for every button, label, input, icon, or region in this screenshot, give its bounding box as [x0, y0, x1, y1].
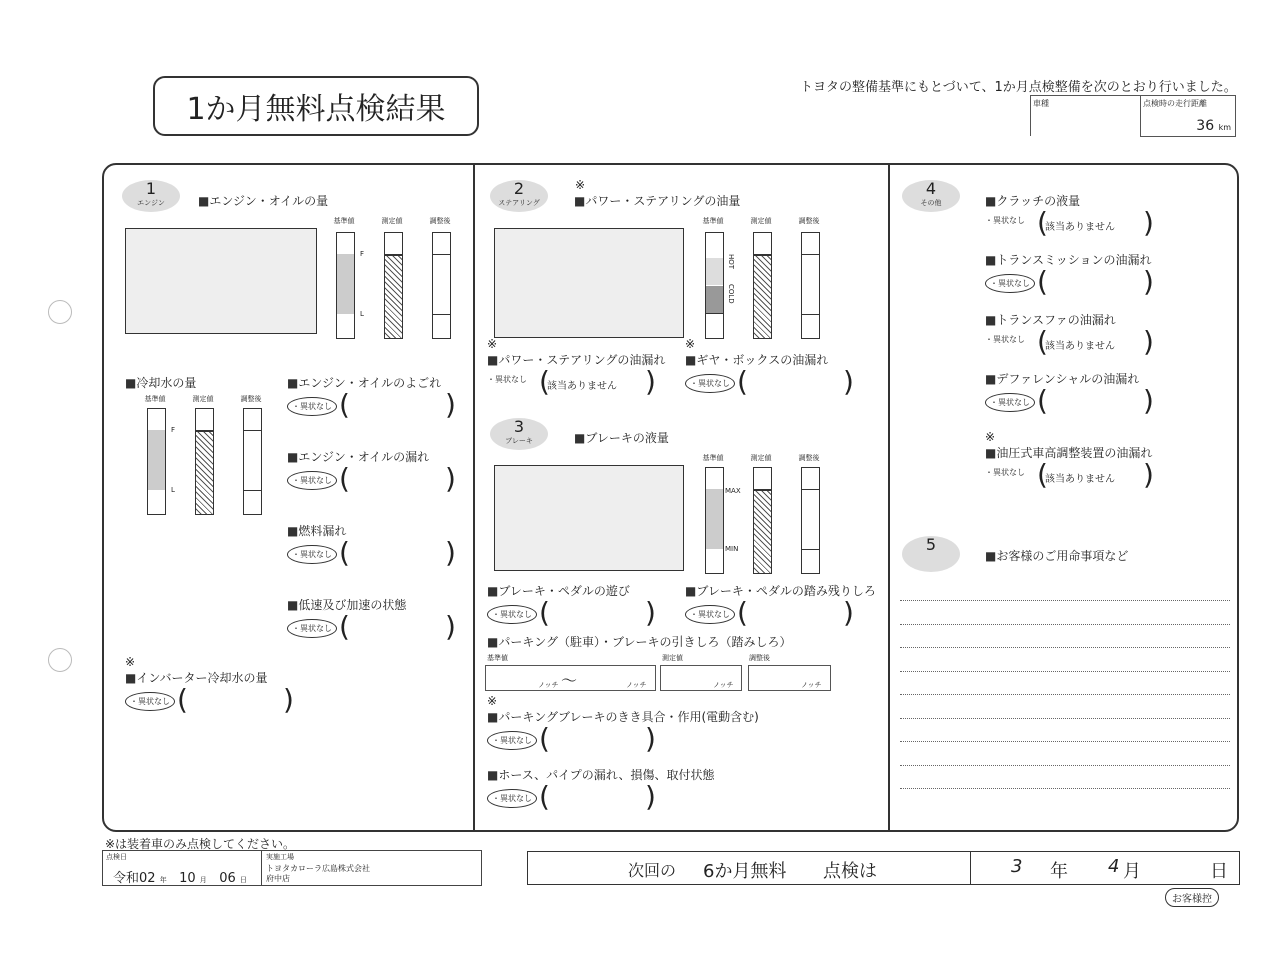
ok-option[interactable]: ・異状なし [985, 216, 1025, 225]
next-inspection-box: 次回の 6か月無料 点検は 3 年 4 月 日 [527, 851, 1240, 885]
close-paren: ) [1143, 458, 1154, 491]
mileage-unit: km [1218, 123, 1231, 132]
close-paren: ) [1143, 206, 1154, 239]
parking-brake-travel-heading: ■ パーキング（駐車）・ブレーキの引きしろ（踏みしろ） [487, 633, 792, 650]
page-title: 1か月無料点検結果 [153, 76, 479, 136]
check-item-label: ■ デファレンシャルの油漏れ [985, 370, 1139, 387]
close-paren: ) [843, 596, 854, 629]
check-item-label: ■ パワー・ステアリングの油漏れ [487, 351, 665, 368]
mileage-cell [1140, 95, 1236, 137]
close-paren: ) [645, 722, 656, 755]
standard-gauge [336, 232, 355, 339]
open-paren: ( [737, 365, 748, 398]
intro-text: トヨタの整備基準にもとづいて、1か月点検整備を次のとおり行いました。 [800, 80, 1237, 95]
section-2-badge: 2 ステアリング [490, 180, 548, 212]
check-item-label: ■ パーキングブレーキのきき具合・作用(電動含む) [487, 708, 759, 725]
ok-circled[interactable]: ・異状なし [287, 545, 337, 564]
check-result-value[interactable]: 該当ありません [1045, 341, 1115, 352]
low-mark: L [360, 310, 364, 318]
close-paren: ) [1143, 384, 1154, 417]
measured-gauge[interactable] [195, 408, 214, 515]
measured-gauge[interactable] [753, 232, 772, 339]
standard-gauge [147, 408, 166, 515]
divider [473, 165, 475, 830]
ok-option[interactable]: ・異状なし [985, 468, 1025, 477]
open-paren: ( [1037, 206, 1048, 239]
next-inspection-name: 6か月無料 [703, 861, 787, 882]
ok-circled[interactable]: ・異状なし [985, 393, 1035, 412]
check-item-label: ■ トランスファの油漏れ [985, 311, 1116, 328]
divider [888, 165, 890, 830]
ok-option[interactable]: ・異状なし [985, 335, 1025, 344]
open-paren: ( [539, 365, 550, 398]
measured-label: 測定値 [662, 654, 683, 662]
request-line[interactable] [900, 624, 1230, 625]
close-paren: ) [843, 365, 854, 398]
close-paren: ) [645, 780, 656, 813]
close-paren: ) [445, 610, 456, 643]
open-paren: ( [539, 722, 550, 755]
check-item-label: ■ ギヤ・ボックスの油漏れ [685, 351, 828, 368]
close-paren: ) [1143, 325, 1154, 358]
adjusted-label: 調整後 [240, 395, 262, 403]
close-paren: ) [1143, 265, 1154, 298]
low-mark: L [171, 486, 175, 494]
standard-label: 基準値 [702, 454, 724, 462]
next-year[interactable]: 3 [1011, 856, 1023, 877]
close-paren: ) [445, 462, 456, 495]
customer-requests-heading: ■ お客様のご用命事項など [985, 547, 1128, 564]
engine-oil-heading: ■ エンジン・オイルの量 [198, 192, 328, 209]
min-mark: MIN [725, 545, 739, 553]
adjusted-gauge[interactable] [801, 232, 820, 339]
close-paren: ) [445, 536, 456, 569]
check-item-label: ■ 低速及び加速の状態 [287, 596, 406, 613]
request-line[interactable] [900, 600, 1230, 601]
close-paren: ) [445, 388, 456, 421]
standard-label: 基準値 [702, 217, 724, 225]
parking-measured-field[interactable]: ノッチ [660, 665, 742, 691]
adjusted-label: 調整後 [798, 454, 820, 462]
check-result-value[interactable]: 該当ありません [1045, 222, 1115, 233]
section-5-badge: 5 [902, 536, 960, 572]
check-item-label: ■ インバーター冷却水の量 [125, 669, 268, 686]
next-suffix: 点検は [823, 861, 877, 882]
date-label: 点検日 [106, 853, 127, 861]
open-paren: ( [1037, 265, 1048, 298]
check-item-label: ■ クラッチの液量 [985, 192, 1080, 209]
steering-diagram [494, 228, 684, 338]
inspection-date: 令和02 年 10 月 06 日 [113, 871, 247, 886]
customer-copy-label: お客様控 [1165, 888, 1219, 907]
check-item-label: ■ ホース、パイプの漏れ、損傷、取付状態 [487, 766, 714, 783]
cold-mark: COLD [727, 284, 735, 304]
check-item-label: ■ トランスミッションの油漏れ [985, 251, 1152, 268]
footer-info-box [102, 850, 482, 886]
measured-label: 測定値 [750, 454, 772, 462]
measured-label: 測定値 [192, 395, 214, 403]
measured-gauge[interactable] [384, 232, 403, 339]
equipped-mark: ※ [685, 337, 696, 351]
close-paren: ) [645, 596, 656, 629]
standard-label: 基準値 [487, 654, 508, 662]
parking-standard-field[interactable]: ノッチ 〜 ノッチ [485, 665, 656, 691]
standard-gauge [705, 467, 724, 574]
check-item-label: ■ ブレーキ・ペダルの踏み残りしろ [685, 582, 876, 599]
standard-gauge [705, 232, 724, 339]
equipped-mark: ※ [125, 655, 136, 669]
max-mark: MAX [725, 487, 741, 495]
hot-mark: HOT [727, 254, 735, 270]
close-paren: ) [283, 683, 294, 716]
full-mark: F [171, 426, 176, 434]
parking-adjusted-field[interactable]: ノッチ [748, 665, 831, 691]
equipped-mark: ※ [487, 694, 498, 708]
check-item-label: ■ ブレーキ・ペダルの遊び [487, 582, 630, 599]
request-line[interactable] [900, 718, 1230, 719]
check-item-label: ■ 油圧式車高調整装置の油漏れ [985, 444, 1152, 461]
next-prefix: 次回の [628, 861, 677, 880]
check-item-label: ■ エンジン・オイルの漏れ [287, 448, 429, 465]
ok-circled[interactable]: ・異状なし [487, 731, 537, 750]
open-paren: ( [339, 536, 350, 569]
standard-label: 基準値 [144, 395, 166, 403]
check-item-label: ■ 燃料漏れ [287, 522, 346, 539]
shop-label: 実施工場 [266, 853, 294, 861]
ok-circled[interactable]: ・異状なし [287, 397, 337, 416]
mileage-label: 点検時の走行距離 [1143, 99, 1207, 108]
equipped-mark: ※ [487, 337, 498, 351]
request-line[interactable] [900, 788, 1230, 789]
request-line[interactable] [900, 694, 1230, 695]
ok-option[interactable]: ・異状なし [487, 375, 527, 384]
ok-circled[interactable]: ・異状なし [125, 692, 175, 711]
adjusted-gauge[interactable] [432, 232, 451, 339]
brake-diagram [494, 465, 684, 571]
adjusted-label: 調整後 [429, 217, 451, 225]
ok-circled[interactable]: ・異状なし [487, 605, 537, 624]
section-4-badge: 4 その他 [902, 180, 960, 212]
open-paren: ( [177, 683, 188, 716]
request-line[interactable] [900, 647, 1230, 648]
ok-circled[interactable]: ・異状なし [287, 471, 337, 490]
open-paren: ( [339, 388, 350, 421]
brake-fluid-heading: ■ ブレーキの液量 [574, 429, 669, 446]
section-3-badge: 3 ブレーキ [490, 418, 548, 450]
request-line[interactable] [900, 765, 1230, 766]
ok-circled[interactable]: ・異状なし [985, 274, 1035, 293]
ok-circled[interactable]: ・異状なし [685, 605, 735, 624]
adjusted-gauge[interactable] [801, 467, 820, 574]
shop-branch: 府中店 [266, 874, 290, 883]
engine-oil-diagram [125, 228, 317, 334]
adjusted-gauge[interactable] [243, 408, 262, 515]
next-month[interactable]: 4 [1108, 856, 1120, 877]
steering-fluid-heading: ■ パワー・ステアリングの油量 [574, 192, 740, 209]
binder-hole [48, 300, 72, 324]
ok-circled[interactable]: ・異状なし [487, 789, 537, 808]
ok-circled[interactable]: ・異状なし [685, 374, 735, 393]
measured-gauge[interactable] [753, 467, 772, 574]
open-paren: ( [339, 610, 350, 643]
equipped-mark: ※ [575, 178, 586, 192]
open-paren: ( [339, 462, 350, 495]
measured-label: 測定値 [750, 217, 772, 225]
open-paren: ( [539, 780, 550, 813]
ok-circled[interactable]: ・異状なし [287, 619, 337, 638]
section-1-badge: 1 エンジン [122, 180, 180, 212]
check-result-value[interactable]: 該当ありません [1045, 474, 1115, 485]
shop-name: トヨタカローラ広島株式会社 [266, 864, 370, 873]
measured-label: 測定値 [381, 217, 403, 225]
open-paren: ( [737, 596, 748, 629]
check-result-value[interactable]: 該当ありません [547, 381, 617, 392]
open-paren: ( [1037, 458, 1048, 491]
open-paren: ( [1037, 325, 1048, 358]
coolant-heading: ■ 冷却水の量 [125, 374, 196, 391]
binder-hole [48, 648, 72, 672]
vehicle-model-label: 車種 [1033, 99, 1049, 108]
adjusted-label: 調整後 [798, 217, 820, 225]
check-item-label: ■ エンジン・オイルのよごれ [287, 374, 441, 391]
full-mark: F [360, 250, 365, 258]
open-paren: ( [1037, 384, 1048, 417]
mileage-value: 36 [1196, 118, 1215, 134]
request-line[interactable] [900, 741, 1230, 742]
adjusted-label: 調整後 [749, 654, 770, 662]
open-paren: ( [539, 596, 550, 629]
standard-label: 基準値 [333, 217, 355, 225]
vehicle-model-cell [1030, 95, 1141, 136]
request-line[interactable] [900, 671, 1230, 672]
close-paren: ) [645, 365, 656, 398]
equipped-note: ※は装着車のみ点検してください。 [105, 837, 296, 851]
equipped-mark: ※ [985, 430, 996, 444]
